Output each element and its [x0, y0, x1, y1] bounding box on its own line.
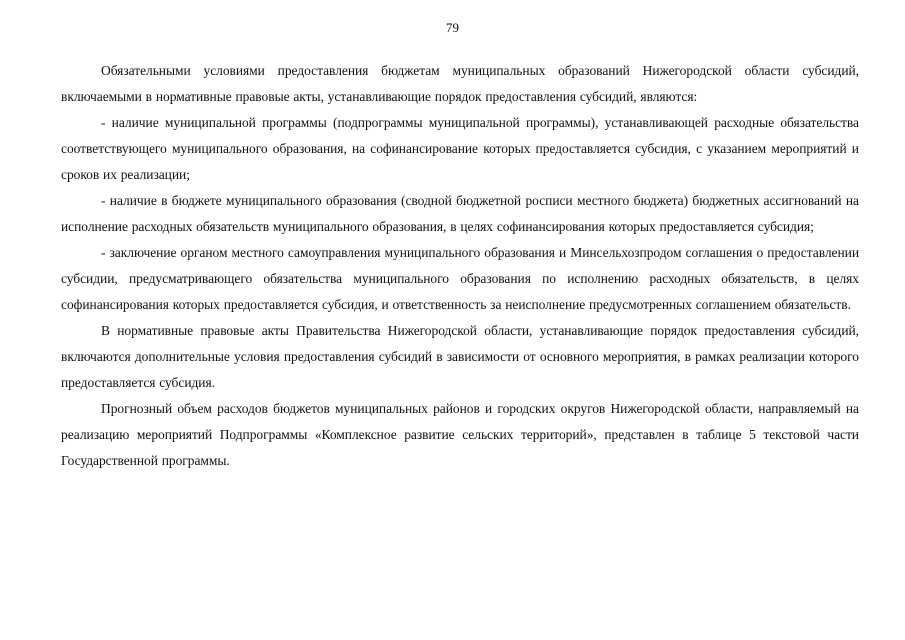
paragraph-condition-municipal-program: - наличие муниципальной программы (подпрограммы муниципальной программы), устанавливающей расходные обязательства соответствующего муниципального образования, на софинансирование которых предоставляется субсидия, с указанием мероприятий и сроков их реализации;: [61, 115, 859, 182]
paragraph-additional-conditions: В нормативные правовые акты Правительства Нижегородской области, устанавливающие порядок предоставления субсидий, включаются дополнительные условия предоставления субсидий в зависимости от основного мероприятия, в рамках реализации которого предоставляется субсидия.: [61, 323, 859, 390]
paragraph-mandatory-conditions: Обязательными условиями предоставления бюджетам муниципальных образований Нижегородской области субсидий, включаемыми в нормативные правовые акты, устанавливающие порядок предоставления субсидий, являются:: [61, 63, 859, 104]
paragraph-forecast-expenses: Прогнозный объем расходов бюджетов муниципальных районов и городских округов Нижегородской области, направляемый на реализацию мероприятий Подпрограммы «Комплексное развитие сельских территорий», представлен в таблице 5 текстовой части Государственной программы.: [61, 401, 859, 468]
page-number: 79: [446, 20, 459, 35]
paragraph-condition-agreement: - заключение органом местного самоуправления муниципального образования и Минсельхозпродом соглашения о предоставлении субсидии, предусматривающего обязательства муниципального образования по исполнению расходных обязательств, в целях софинансирования которых предоставляется субсидия, и ответственность за неисполнение предусмотренных соглашением обязательств.: [61, 245, 859, 312]
paragraph-condition-budget-allocations: - наличие в бюджете муниципального образования (сводной бюджетной росписи местного бюджета) бюджетных ассигнований на исполнение расходных обязательств муниципального образования, в целях софинансирования которых предоставляется субсидия;: [61, 193, 859, 234]
document-body: [61, 58, 859, 474]
